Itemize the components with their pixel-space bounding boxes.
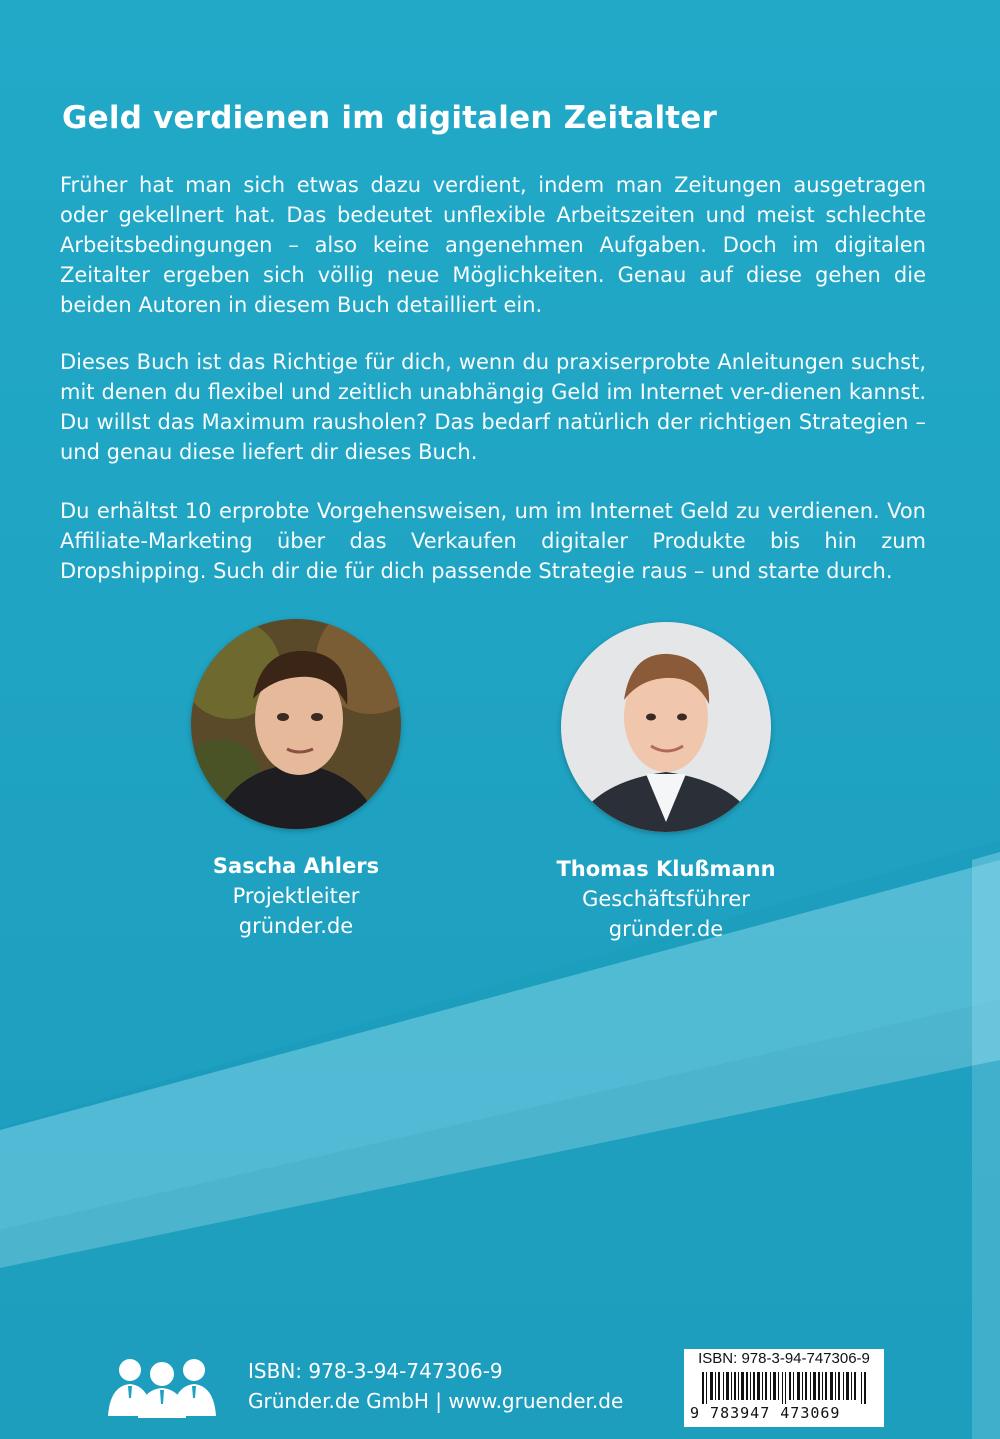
barcode-isbn-text: ISBN: 978-3-94-747306-9	[698, 1350, 870, 1367]
author-card-sascha-ahlers	[146, 619, 446, 941]
isbn-barcode-label	[684, 1349, 884, 1427]
author-org: gründer.de	[238, 914, 354, 938]
author-role: Geschäftsführer	[582, 887, 750, 911]
group-of-people-icon	[106, 1356, 218, 1418]
footer-publisher: Gründer.de GmbH | www.gruender.de	[248, 1389, 624, 1413]
blurb-paragraph-3: Du erhältst 10 erprobte Vorgehensweisen, um im Internet Geld zu verdienen. Von Affiliate-Marketing über das Verkaufen digitaler Produkte bis hin zum Dropshipping. Such dir die für dich passende Strategie raus – und starte durch.	[60, 499, 926, 583]
cover-title: Geld verdienen im digitalen Zeitalter	[62, 100, 718, 136]
blurb-paragraph-2: Dieses Buch ist das Richtige für dich, wenn du praxiserprobte Anleitungen suchst, mit denen du flexibel und zeitlich unabhängig Geld im Internet ver-dienen kannst. Du willst das Maximum rausholen? Das bedarf natürlich der richtigen Strategien – und genau diese liefert dir dieses Buch.	[60, 350, 926, 464]
author-name: Sascha Ahlers	[212, 854, 380, 878]
footer-info	[248, 1356, 623, 1416]
blurb-paragraph-1: Früher hat man sich etwas dazu verdient, indem man Zeitungen ausgetragen oder gekellnert hat. Das bedeutet unflexible Arbeitszeiten und meist schlechte Arbeitsbedingungen – also keine angenehmen Aufgaben. Doch im digitalen Zeitalter ergeben sich völlig neue Möglichkeiten. Genau auf diese gehen die beiden Autoren in diesem Buch detailliert ein.	[60, 173, 926, 317]
author-portrait-photo	[561, 622, 771, 832]
author-card-thomas-klussmann	[516, 622, 816, 944]
author-portrait-photo	[191, 619, 401, 829]
author-org: gründer.de	[608, 917, 724, 941]
barcode-digits: 9 783947 473069	[690, 1404, 841, 1422]
footer-isbn: ISBN: 978-3-94-747306-9	[248, 1359, 503, 1383]
barcode-icon	[702, 1372, 868, 1404]
author-role: Projektleiter	[232, 884, 360, 908]
author-name: Thomas Klußmann	[556, 857, 776, 881]
